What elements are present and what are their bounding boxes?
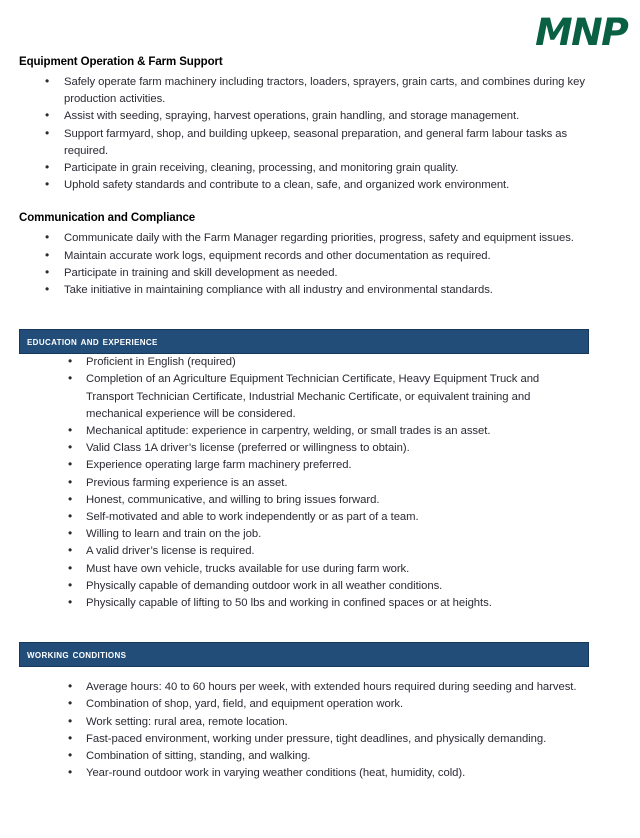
list-item: • Participate in grain receiving, cleaning, processing, and monitoring grain quality. <box>0 160 640 177</box>
list-item: • Communicate daily with the Farm Manager regarding priorities, progress, safety and equipment issues. <box>0 230 640 247</box>
list-item: • Combination of sitting, standing, and walking. <box>0 748 640 765</box>
section-banner-label: working conditions <box>27 648 127 662</box>
banner-gap <box>0 667 640 679</box>
list-item: • Completion of an Agriculture Equipment Technician Certificate, Heavy Equipment Truck and Transport Technician Certificate, Industrial Mechanic Certificate, or equivalent training and mechanical experience will be considered. <box>0 371 640 423</box>
section-heading-communication-compliance: Communication and Compliance <box>19 212 196 225</box>
section-spacer <box>0 612 640 642</box>
list-item: • A valid driver’s license is required. <box>0 543 640 560</box>
list-item: • Physically capable of lifting to 50 lbs and working in confined spaces or at heights. <box>0 595 640 612</box>
list-item: • Valid Class 1A driver’s license (preferred or willingness to obtain). <box>0 440 640 457</box>
list-item: • Take initiative in maintaining compliance with all industry and environmental standards. <box>0 282 640 299</box>
list-item: • Fast-paced environment, working under pressure, tight deadlines, and physically demanding. <box>0 731 640 748</box>
list-item: • Must have own vehicle, trucks available for use during farm work. <box>0 561 640 578</box>
section-banner-label: education and experience <box>27 335 158 349</box>
list-item: • Combination of shop, yard, field, and equipment operation work. <box>0 696 640 713</box>
list-item: • Participate in training and skill development as needed. <box>0 265 640 282</box>
section-heading-equipment-operation: Equipment Operation & Farm Support <box>19 56 223 68</box>
list-item: • Honest, communicative, and willing to bring issues forward. <box>0 492 640 509</box>
list-item: • Uphold safety standards and contribute to a clean, safe, and organized work environment. <box>0 177 640 194</box>
list-item: • Average hours: 40 to 60 hours per week, with extended hours required during seeding and harvest. <box>0 679 640 696</box>
list-item: • Year-round outdoor work in varying weather conditions (heat, humidity, cold). <box>0 765 640 782</box>
list-item: • Proficient in English (required) <box>0 354 640 371</box>
section-spacer <box>0 299 640 329</box>
mnp-logo-text: MNP <box>534 10 627 54</box>
list-item: • Support farmyard, shop, and building upkeep, seasonal preparation, and general farm labour tasks as required. <box>0 126 640 160</box>
document-body <box>0 56 640 783</box>
company-logo <box>536 10 626 54</box>
bullet-list-working-conditions <box>0 679 640 782</box>
bullet-list-communication-compliance <box>0 230 640 299</box>
bullet-list-equipment-operation <box>0 74 640 194</box>
section-spacer <box>0 194 640 212</box>
list-item: • Work setting: rural area, remote location. <box>0 714 640 731</box>
list-item: • Previous farming experience is an asset. <box>0 475 640 492</box>
list-item: • Maintain accurate work logs, equipment records and other documentation as required. <box>0 248 640 265</box>
list-item: • Willing to learn and train on the job. <box>0 526 640 543</box>
list-item: • Assist with seeding, spraying, harvest operations, grain handling, and storage management. <box>0 108 640 125</box>
list-item: • Safely operate farm machinery including tractors, loaders, sprayers, grain carts, and combines during key production activities. <box>0 74 640 108</box>
bullet-list-education-experience <box>0 354 640 612</box>
section-banner-working-conditions <box>19 642 589 667</box>
list-item: • Self-motivated and able to work independently or as part of a team. <box>0 509 640 526</box>
list-item: • Physically capable of demanding outdoor work in all weather conditions. <box>0 578 640 595</box>
section-banner-education-experience <box>19 329 589 354</box>
list-item: • Experience operating large farm machinery preferred. <box>0 457 640 474</box>
list-item: • Mechanical aptitude: experience in carpentry, welding, or small trades is an asset. <box>0 423 640 440</box>
